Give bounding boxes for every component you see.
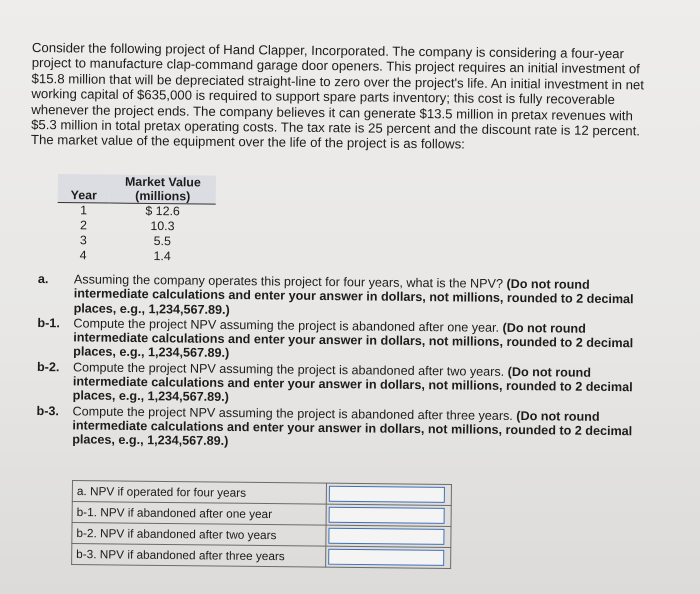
table-row	[57, 248, 215, 265]
question-prompt: Compute the project NPV assuming the project is abandoned after one year.	[73, 316, 500, 335]
year-cell: 4	[79, 248, 87, 263]
question-b2	[37, 360, 637, 409]
answer-table	[71, 480, 452, 569]
question-label: b-1.	[37, 315, 60, 331]
answer-row-b3	[72, 544, 451, 569]
answer-label: b-3. NPV if abandoned after three years	[72, 544, 326, 568]
year-cell: 3	[79, 233, 87, 248]
question-label: a.	[37, 272, 49, 287]
question-text	[73, 316, 637, 365]
market-value-header-row	[58, 174, 216, 204]
answer-cell	[326, 525, 451, 547]
npv-four-years-input[interactable]	[329, 486, 445, 503]
market-value-table	[57, 174, 216, 265]
market-value-cell: $ 12.6	[110, 203, 216, 220]
question-label: b-2.	[36, 359, 60, 375]
npv-two-years-input[interactable]	[328, 528, 444, 545]
year-column-header: Year	[58, 174, 110, 203]
question-label: b-3.	[36, 403, 60, 418]
answer-cell	[326, 483, 451, 505]
market-value-cell: 1.4	[153, 249, 171, 264]
question-b3	[36, 404, 636, 453]
question-prompt: Compute the project NPV assuming the project is abandoned after two years.	[72, 360, 505, 379]
question-instruction: (Do not round intermediate calculations and enter your answer in dollars, not millions, rounded to 2 decimal places, e.g., 1,234,567.89.)	[73, 320, 634, 361]
question-text	[73, 360, 637, 409]
question-prompt: Assuming the company operates this project for four years, what is the NPV?	[73, 272, 504, 291]
problem-statement: Consider the following project of Hand Clapper, Incorporated. The company is considering a four-year project to manufacture clap-command garage door openers. This project requires an initial investment of $15.8 million that will be depreciated straight-line to zero over the project's life. An initial investment in net working capital of $635,000 is required to support spare parts inventory; this cost is fully recoverable whenever the project ends. The company believes it can generate $13.5 million in pretax revenues with $5.3 million in total pretax operating costs. The tax rate is 25 percent and the discount rate is 12 percent. The market value of the equipment over the life of the project is as follows:	[30, 40, 645, 152]
question-instruction: (Do not round intermediate calculations and enter your answer in dollars, not millions, rounded to 2 decimal places, e.g., 1,234,567.89.)	[72, 364, 633, 405]
year-cell: 2	[79, 218, 87, 233]
market-value-header-line2: (millions)	[135, 188, 191, 204]
npv-three-years-input[interactable]	[328, 549, 444, 566]
answer-label: a. NPV if operated for four years	[72, 481, 326, 505]
year-cell: 1	[58, 202, 110, 218]
answer-cell	[326, 546, 451, 568]
question-instruction: (Do not round intermediate calculations and enter your answer in dollars, not millions, rounded to 2 decimal places, e.g., 1,234,567.89.)	[72, 408, 633, 449]
npv-one-year-input[interactable]	[329, 507, 445, 524]
market-value-cell: 5.5	[153, 234, 171, 249]
market-value-cell: 10.3	[150, 218, 175, 234]
question-instruction: (Do not round intermediate calculations and enter your answer in dollars, not millions, rounded to 2 decimal places, e.g., 1,234,567.89.)	[73, 276, 634, 317]
answer-cell	[326, 504, 451, 526]
question-text	[72, 404, 636, 453]
question-prompt: Compute the project NPV assuming the project is abandoned after three years.	[72, 404, 513, 423]
table-row	[58, 202, 216, 219]
question-list	[36, 272, 638, 454]
market-value-column-header	[110, 175, 216, 205]
table-row	[57, 233, 215, 250]
question-a	[38, 272, 638, 321]
table-row	[57, 218, 215, 235]
question-text	[74, 272, 638, 321]
answer-label: b-2. NPV if abandoned after two years	[72, 523, 326, 547]
question-b1	[37, 316, 637, 365]
answer-label: b-1. NPV if abandoned after one year	[72, 502, 326, 526]
market-value-header-line1: Market Value	[124, 174, 201, 190]
